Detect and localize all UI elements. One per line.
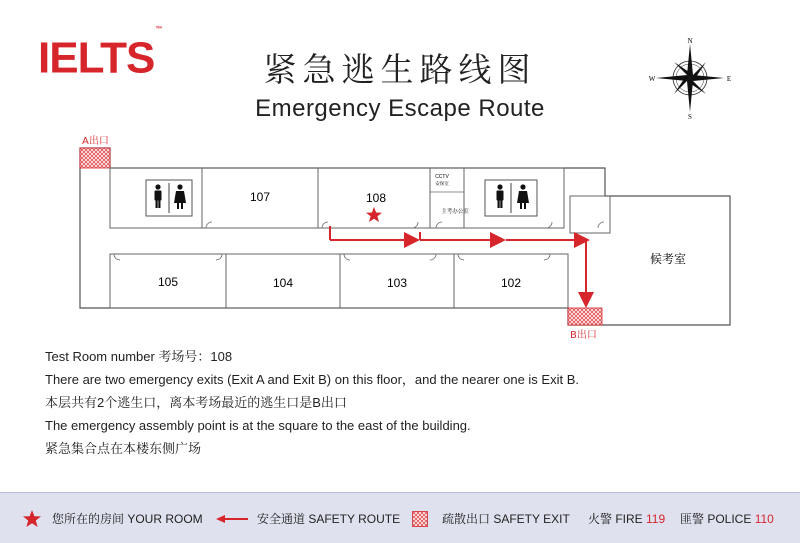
legend-police [680, 512, 774, 526]
legend-bar [0, 492, 800, 543]
logo-tm: ™ [155, 26, 162, 33]
compass-s-label: S [688, 113, 692, 120]
room-104-label: 104 [272, 276, 294, 290]
route-arrow-icon [216, 514, 250, 524]
compass-e-label: E [726, 75, 732, 83]
star-icon [22, 509, 42, 529]
info-line-assembly-cn: 紧急集合点在本楼东侧广场 [45, 441, 202, 456]
waiting-room-label: 候考室 [649, 252, 687, 266]
toilet-room-east [464, 168, 564, 228]
info-block [45, 345, 579, 460]
stair-area [570, 196, 610, 233]
legend-your-room: 您所在的房间 YOUR ROOM [52, 512, 203, 526]
hatch-exit-icon [412, 511, 428, 527]
exit-a-marker [80, 148, 110, 168]
legend-fire [588, 512, 665, 526]
info-line-exits-en: There are two emergency exits (Exit A and Exit B) on this floor，and the nearer one is Exit B. [45, 372, 579, 387]
room-103-label: 103 [386, 276, 408, 290]
info-line-test-room: Test Room number 考场号：108 [45, 349, 233, 364]
page-title-english: Emergency Escape Route [255, 95, 545, 122]
your-room-star-icon [366, 207, 382, 222]
compass-n-label: N [687, 37, 693, 45]
restroom-icon [155, 183, 187, 213]
exit-b-marker [568, 308, 602, 325]
legend-fire-number: 119 [646, 512, 666, 526]
office-room-label: 主考办公室 [441, 209, 469, 215]
safety-route [330, 226, 586, 304]
door-arcs-north [206, 222, 604, 228]
legend-police-number: 110 [754, 512, 774, 526]
building-outline [80, 148, 730, 325]
legend-safety-route: 安全通道 SAFETY ROUTE [257, 512, 401, 526]
legend-safety-exit: 疏散出口 SAFETY EXIT [442, 512, 570, 526]
info-line-exits-cn: 本层共有2个逃生口，离本考场最近的逃生口是B出口 [45, 395, 347, 410]
page-title-chinese: 紧急逃生路线图 [263, 50, 537, 89]
cctv-label: CCTV [435, 174, 449, 180]
security-room-label: 安保室 [435, 182, 449, 187]
restroom-icon [497, 183, 530, 213]
room-105-label: 105 [157, 275, 179, 289]
room-108-label: 108 [365, 191, 387, 205]
logo-text: IELTS [38, 33, 155, 83]
legend-police-label: 匪警 POLICE [680, 512, 752, 526]
compass-w-label: W [648, 75, 656, 83]
exit-a-label: A出口 [82, 136, 109, 147]
legend-fire-label: 火警 FIRE [588, 512, 643, 526]
door-arcs-south [114, 254, 550, 260]
exit-b-label: B出口 [570, 330, 597, 341]
room-107-label: 107 [249, 190, 271, 204]
info-line-assembly-en: The emergency assembly point is at the square to the east of the building. [45, 418, 471, 433]
room-102-label: 102 [500, 276, 522, 290]
